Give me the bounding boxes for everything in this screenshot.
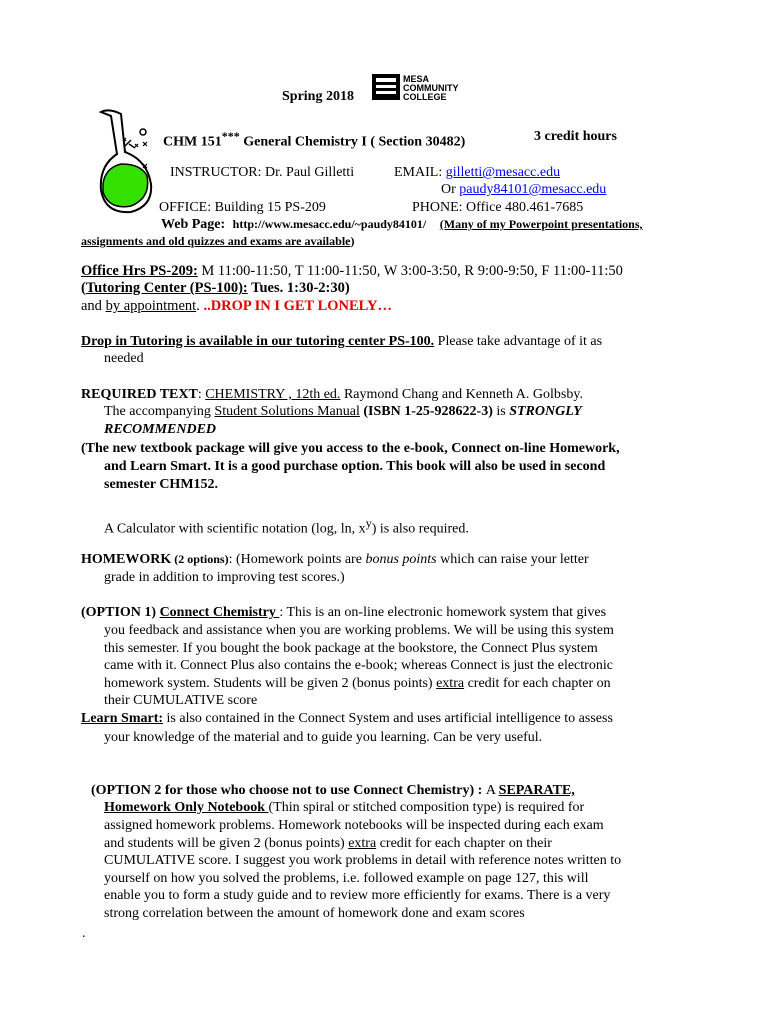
homework-notebook: Homework Only Notebook xyxy=(104,800,269,815)
office-hours-times: M 11:00-11:50, T 11:00-11:50, W 3:00-3:50, R 9:00-9:50, F 11:00-11:50 xyxy=(197,263,623,279)
office: OFFICE: Building 15 PS-209 xyxy=(159,200,326,215)
isbn: (ISBN 1-25-928622-3) xyxy=(359,404,493,419)
option-2-line-3b: credit for each chapter on their xyxy=(376,836,552,851)
option-2-line-4: CUMULATIVE score. I suggest you work problems in detail with reference notes written to xyxy=(104,853,622,868)
option-2-line-2: assigned homework problems. Homework notebooks will be inspected during each exam xyxy=(104,818,604,833)
solutions-manual-prefix: The accompanying xyxy=(104,404,215,419)
package-note-3: semester CHM152. xyxy=(104,477,219,492)
option-1-line-1: : This is an on-line electronic homework system that gives xyxy=(279,605,607,620)
bonus-points: bonus points xyxy=(365,552,437,567)
option-1-line-4: came with it. Connect Plus also contains the e-book; whereas Connect is just the electronic xyxy=(104,658,613,673)
instructor: INSTRUCTOR: Dr. Paul Gilletti xyxy=(170,165,355,180)
homework-label: HOMEWORK xyxy=(81,552,172,567)
option-1-line-6: their CUMULATIVE score xyxy=(104,693,258,708)
is: is xyxy=(492,404,510,419)
web-page-link[interactable]: http://www.mesacc.edu/~paudy84101/ xyxy=(232,217,427,231)
course-title: General Chemistry I ( Section 30482) xyxy=(243,134,466,150)
course-code: CHM 151 xyxy=(163,134,222,150)
office-hours-label: Office Hrs PS-209: xyxy=(81,263,198,279)
web-page-note: (Many of my Powerpoint presentations, xyxy=(439,217,643,231)
web-page-note-2: assignments and old quizzes and exams are available xyxy=(81,234,351,248)
option-2-line-3a: and students will be given 2 (bonus points) xyxy=(104,836,349,851)
tutoring-center-label: Tutoring Center (PS-100): xyxy=(85,280,248,296)
option-2 xyxy=(91,782,575,799)
textbook-authors: Raymond Chang and Kenneth A. Golbsby. xyxy=(340,387,583,402)
option-1-line-5b: credit for each chapter on xyxy=(464,676,611,691)
option-1-extra: extra xyxy=(436,676,465,691)
package-note-2: and Learn Smart. It is a good purchase option. This book will also be used in second xyxy=(104,459,606,474)
learn-smart-label: Learn Smart: xyxy=(81,711,164,726)
option-2-prefix: (OPTION 2 for those who choose not to use Connect Chemistry) : xyxy=(91,783,486,798)
footer-dot: . xyxy=(82,926,86,941)
phone: PHONE: Office 480.461-7685 xyxy=(412,200,584,215)
logo-text-3: COLLEGE xyxy=(403,92,447,102)
option-1-prefix: (OPTION 1) xyxy=(81,605,160,620)
email-link-2[interactable]: paudy84101@mesacc.edu xyxy=(459,182,607,197)
appointment-prefix: and xyxy=(81,298,106,314)
homework-text: : (Homework points are xyxy=(228,552,366,567)
connect-chemistry-label: Connect Chemistry xyxy=(159,605,280,620)
option-2-line-5: yourself on how you solved the problems, i.e. followed example on page 127, this will xyxy=(104,871,589,886)
credit-hours: 3 credit hours xyxy=(534,129,617,144)
recommended: RECOMMENDED xyxy=(104,422,217,437)
solutions-manual: Student Solutions Manual xyxy=(214,404,360,419)
option-1-line-2: you feedback and assistance when you are working problems. We will be using this system xyxy=(104,623,614,638)
appointment-dot: . xyxy=(196,298,204,314)
email-link-1[interactable]: gilletti@mesacc.edu xyxy=(445,165,561,180)
course-stars: *** xyxy=(221,129,240,143)
calculator-text-2: ) is also required. xyxy=(371,521,469,537)
option-2-line-7: strong correlation between the amount of homework done and exam scores xyxy=(104,906,525,921)
email-or: Or xyxy=(441,182,460,197)
learn-smart-line-2: your knowledge of the material and to guide you learning. Can be very useful. xyxy=(104,730,543,745)
learn-smart-text: is also contained in the Connect System and uses artificial intelligence to assess xyxy=(163,711,613,726)
learn-smart xyxy=(81,710,613,727)
web-page-label: Web Page: xyxy=(161,217,226,232)
option-2-line-1-text: (Thin spiral or stitched composition type) is required for xyxy=(268,800,585,815)
option-2-a: A xyxy=(485,783,499,798)
appointment-text: by appointment xyxy=(105,298,197,314)
appointment-line xyxy=(81,298,392,315)
required-text-label: REQUIRED TEXT xyxy=(81,387,198,402)
strongly: STRONGLY xyxy=(509,404,582,419)
textbook-title: CHEMISTRY , 12th ed. xyxy=(205,387,341,402)
option-2-line-3 xyxy=(104,835,552,852)
logo-text-1: MESA xyxy=(403,74,430,84)
drop-in-text: Please take advantage of it as xyxy=(434,334,603,349)
drop-in-lonely: ..DROP IN I GET LONELY… xyxy=(203,298,392,314)
required-text xyxy=(81,386,583,403)
tutoring-center xyxy=(81,280,350,297)
option-1-line-3: this semester. If you bought the book package at the bookstore, the Connect Plus system xyxy=(104,641,598,656)
homework xyxy=(81,551,589,568)
semester: Spring 2018 xyxy=(282,89,354,104)
logo-text-2: COMMUNITY xyxy=(403,83,459,93)
option-2-extra: extra xyxy=(348,836,377,851)
homework-line-2: grade in addition to improving test scores.) xyxy=(104,570,345,585)
email-line-2 xyxy=(441,181,606,198)
email-line-1 xyxy=(394,164,560,181)
calculator-note xyxy=(104,515,469,538)
calculator-text: A Calculator with scientific notation (log, ln, x xyxy=(104,521,366,537)
drop-in-label: Drop in Tutoring is available in our tutoring center PS-100. xyxy=(81,334,435,349)
homework-options: (2 options) xyxy=(171,552,229,566)
option-1 xyxy=(81,604,606,621)
required-text-colon: : xyxy=(197,387,206,402)
mesa-community-college-logo xyxy=(372,72,472,104)
homework-text-2: which can raise your letter xyxy=(436,552,589,567)
web-page-note-close: ) xyxy=(350,234,355,248)
web-page-line xyxy=(161,216,643,233)
separate: SEPARATE, xyxy=(498,783,575,798)
drop-in-tutoring xyxy=(81,333,602,350)
option-1-line-5 xyxy=(104,675,611,692)
office-hours xyxy=(81,263,623,280)
calculator-sup: y xyxy=(365,516,372,530)
option-2-line-6: enable you to form a study guide and to review more efficiently for exams. There is a very xyxy=(104,888,611,903)
web-page-note-cont xyxy=(81,233,354,250)
tutoring-center-times: Tues. 1:30-2:30) xyxy=(247,280,350,296)
solutions-manual-line xyxy=(104,403,582,420)
course-line xyxy=(163,128,465,151)
tutoring-open-paren: ( xyxy=(81,280,86,296)
option-1-line-5a: homework system. Students will be given 2 (bonus points) xyxy=(104,676,437,691)
package-note-1: (The new textbook package will give you access to the e-book, Connect on-line Homework, xyxy=(81,441,620,456)
email-label: EMAIL: xyxy=(394,165,446,180)
drop-in-text-2: needed xyxy=(104,351,144,366)
option-2-line-1 xyxy=(104,799,584,816)
